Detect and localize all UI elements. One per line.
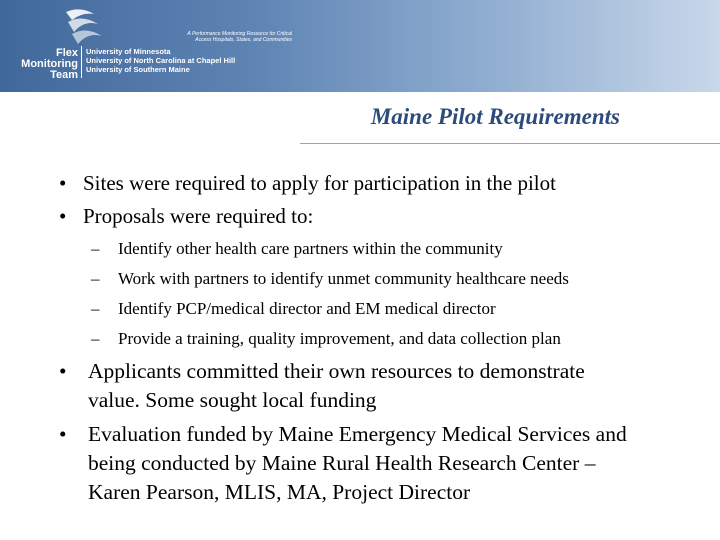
brand-name (0, 48, 78, 81)
bullet-line: Evaluation funded by Maine Emergency Medical Services and (88, 422, 627, 446)
university-2: University of North Carolina at Chapel Hill (86, 56, 236, 65)
slide-title: Maine Pilot Requirements (370, 104, 620, 129)
brand-line-2: Monitoring (21, 58, 78, 70)
university-list (86, 47, 235, 74)
bullet-text: Sites were required to apply for participation in the pilot (83, 171, 556, 195)
dash-icon: – (91, 239, 100, 258)
bullet-icon: • (59, 359, 67, 383)
sub-item-text: Provide a training, quality improvement, and data collection plan (118, 329, 561, 348)
bullet-text (88, 420, 698, 507)
bullet-line: Karen Pearson, MLIS, MA, Project Director (88, 480, 471, 504)
sub-item-text: Identify other health care partners within the community (118, 239, 503, 258)
bullet-text (88, 357, 698, 415)
brand-line-3: Team (50, 69, 78, 81)
brand-divider (81, 46, 82, 78)
dash-icon: – (91, 269, 100, 288)
bullet-line: Applicants committed their own resources to demonstrate (88, 359, 585, 383)
bullet-text: Proposals were required to: (83, 204, 314, 228)
sub-item-text: Work with partners to identify unmet community healthcare needs (118, 269, 569, 288)
title-underline (300, 143, 720, 144)
brand-line-1: Flex (55, 47, 78, 59)
bullet-icon: • (59, 204, 67, 228)
tagline: A Performance Monitoring Resource for Critical Access Hospitals, States, and Communities (187, 31, 292, 43)
bullet-line: value. Some sought local funding (88, 388, 377, 412)
bullet-icon: • (59, 422, 67, 446)
dash-icon: – (91, 329, 100, 348)
university-1: University of Minnesota (86, 47, 171, 56)
bullet-icon: • (59, 171, 67, 195)
sub-item-text: Identify PCP/medical director and EM medical director (118, 299, 496, 318)
university-3: University of Southern Maine (86, 65, 190, 74)
bullet-line: being conducted by Maine Rural Health Research Center – (88, 451, 596, 475)
dash-icon: – (91, 299, 100, 318)
flex-logo-icon (58, 6, 104, 46)
header-banner (0, 0, 720, 92)
